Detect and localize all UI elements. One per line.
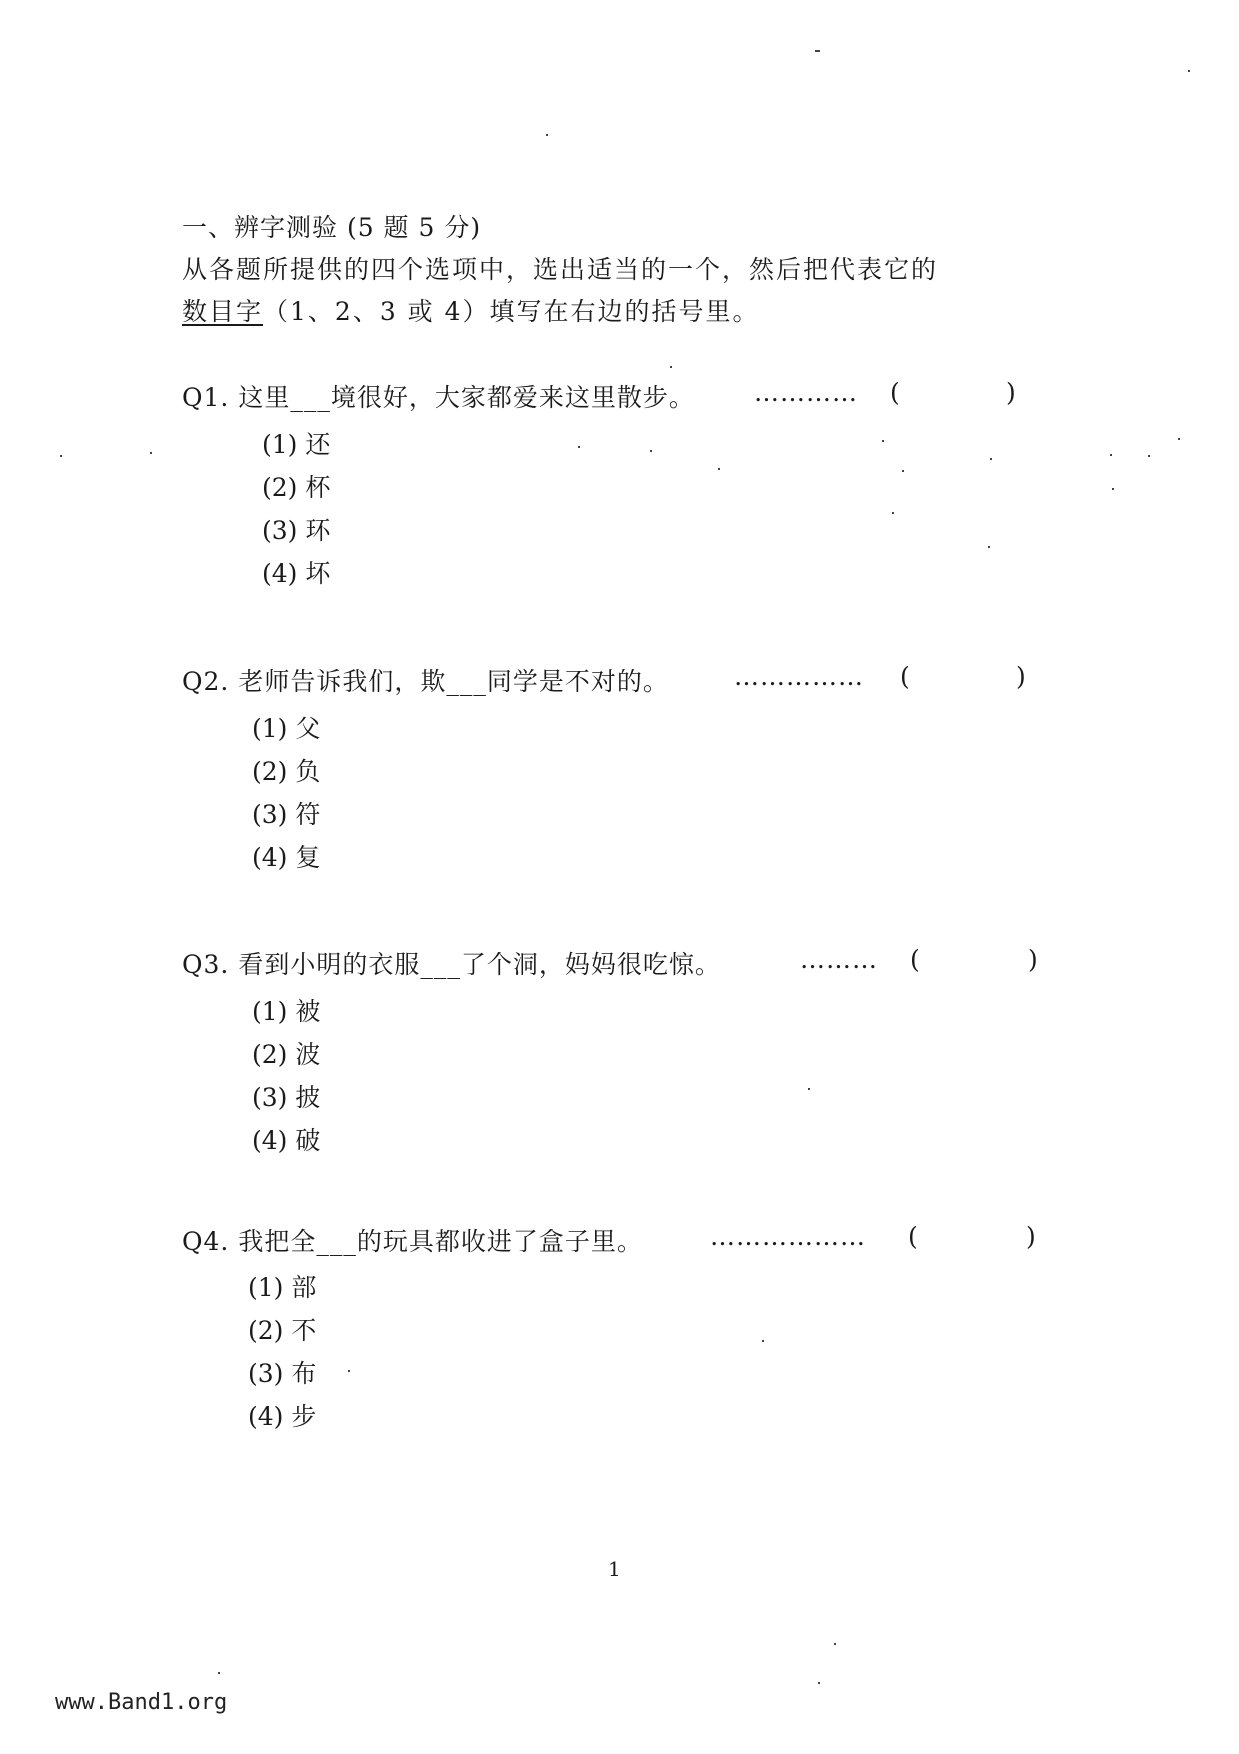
question-1-leader-dots: …………	[754, 378, 858, 407]
question-1-sentence: 这里___境很好，大家都爱来这里散步。	[238, 383, 695, 412]
question-4	[182, 1222, 1042, 1262]
scan-speck	[1112, 488, 1114, 490]
scan-speck	[808, 1088, 810, 1090]
question-3-option-2: (2) 波	[252, 1040, 321, 1069]
scan-speck	[818, 1682, 820, 1684]
question-1-number: Q1.	[182, 383, 230, 412]
question-4-option-1: (1) 部	[248, 1273, 317, 1302]
question-1-answer-paren-open: (	[890, 378, 900, 407]
scan-speck	[1110, 454, 1112, 456]
scan-speck	[882, 440, 884, 442]
instruction-line-1: 从各题所提供的四个选项中，选出适当的一个，然后把代表它的	[182, 255, 939, 284]
question-3-answer-paren-close: )	[1028, 945, 1038, 974]
question-3	[182, 945, 1042, 985]
question-1-text	[182, 378, 695, 414]
section-title: 一、辨字测验 (5 题 5 分)	[182, 213, 482, 242]
scan-speck	[578, 446, 580, 448]
question-3-answer-paren-open: (	[910, 945, 920, 974]
question-2-option-1: (1) 父	[252, 714, 321, 743]
scan-speck	[902, 470, 904, 472]
scan-speck	[1148, 455, 1150, 457]
question-4-option-4: (4) 步	[248, 1402, 317, 1431]
question-2-option-2: (2) 负	[252, 757, 321, 786]
scan-speck	[546, 134, 548, 136]
scan-speck	[1188, 70, 1190, 72]
question-1-option-3: (3) 环	[262, 516, 331, 545]
question-2-answer-paren-close: )	[1016, 662, 1026, 691]
question-1-option-1: (1) 还	[262, 430, 331, 459]
scan-speck	[670, 366, 672, 368]
instruction-underlined-term: 数目字	[182, 297, 264, 326]
question-2-option-4: (4) 复	[252, 843, 321, 872]
scan-speck	[834, 1643, 836, 1645]
question-3-text	[182, 945, 721, 981]
scan-speck	[150, 452, 152, 454]
scan-speck	[650, 450, 652, 452]
scan-speck	[1178, 438, 1180, 440]
question-4-answer-paren-open: (	[908, 1222, 918, 1251]
question-4-answer-paren-close: )	[1026, 1222, 1036, 1251]
question-4-option-2: (2) 不	[248, 1316, 317, 1345]
question-3-leader-dots: ………	[800, 945, 878, 974]
scan-speck	[348, 1370, 350, 1372]
question-1-option-2: (2) 杯	[262, 473, 331, 502]
footer-url: www.Band1.org	[55, 1690, 228, 1715]
question-1	[182, 378, 1042, 418]
question-4-leader-dots: ………………	[710, 1222, 866, 1251]
question-2-option-3: (3) 符	[252, 800, 321, 829]
question-4-number: Q4.	[182, 1227, 230, 1256]
question-3-number: Q3.	[182, 950, 230, 979]
question-4-sentence: 我把全___的玩具都收进了盒子里。	[238, 1227, 643, 1256]
instruction-line-2-rest: （1、2、3 或 4）填写在右边的括号里。	[263, 297, 760, 326]
question-1-option-4: (4) 坏	[262, 559, 331, 588]
scan-speck	[60, 455, 62, 457]
question-2-number: Q2.	[182, 667, 230, 696]
scan-speck	[990, 458, 992, 460]
scan-speck	[718, 468, 720, 470]
page-number: 1	[608, 1557, 621, 1581]
question-3-option-1: (1) 被	[252, 997, 321, 1026]
question-2-text	[182, 662, 669, 698]
question-2-answer-paren-open: (	[900, 662, 910, 691]
question-3-sentence: 看到小明的衣服___了个洞，妈妈很吃惊。	[238, 950, 721, 979]
question-2	[182, 662, 1042, 702]
scan-speck	[218, 1672, 220, 1674]
instruction-line-2	[182, 292, 760, 328]
scan-speck	[892, 512, 894, 514]
scan-speck	[988, 546, 990, 548]
question-4-option-3: (3) 布	[248, 1359, 317, 1388]
question-4-text	[182, 1222, 643, 1258]
question-3-option-3: (3) 披	[252, 1083, 321, 1112]
question-3-option-4: (4) 破	[252, 1126, 321, 1155]
scan-speck	[815, 50, 820, 52]
question-1-answer-paren-close: )	[1006, 378, 1016, 407]
question-2-sentence: 老师告诉我们，欺___同学是不对的。	[238, 667, 669, 696]
scan-speck	[762, 1340, 764, 1342]
question-2-leader-dots: ……………	[734, 662, 864, 691]
